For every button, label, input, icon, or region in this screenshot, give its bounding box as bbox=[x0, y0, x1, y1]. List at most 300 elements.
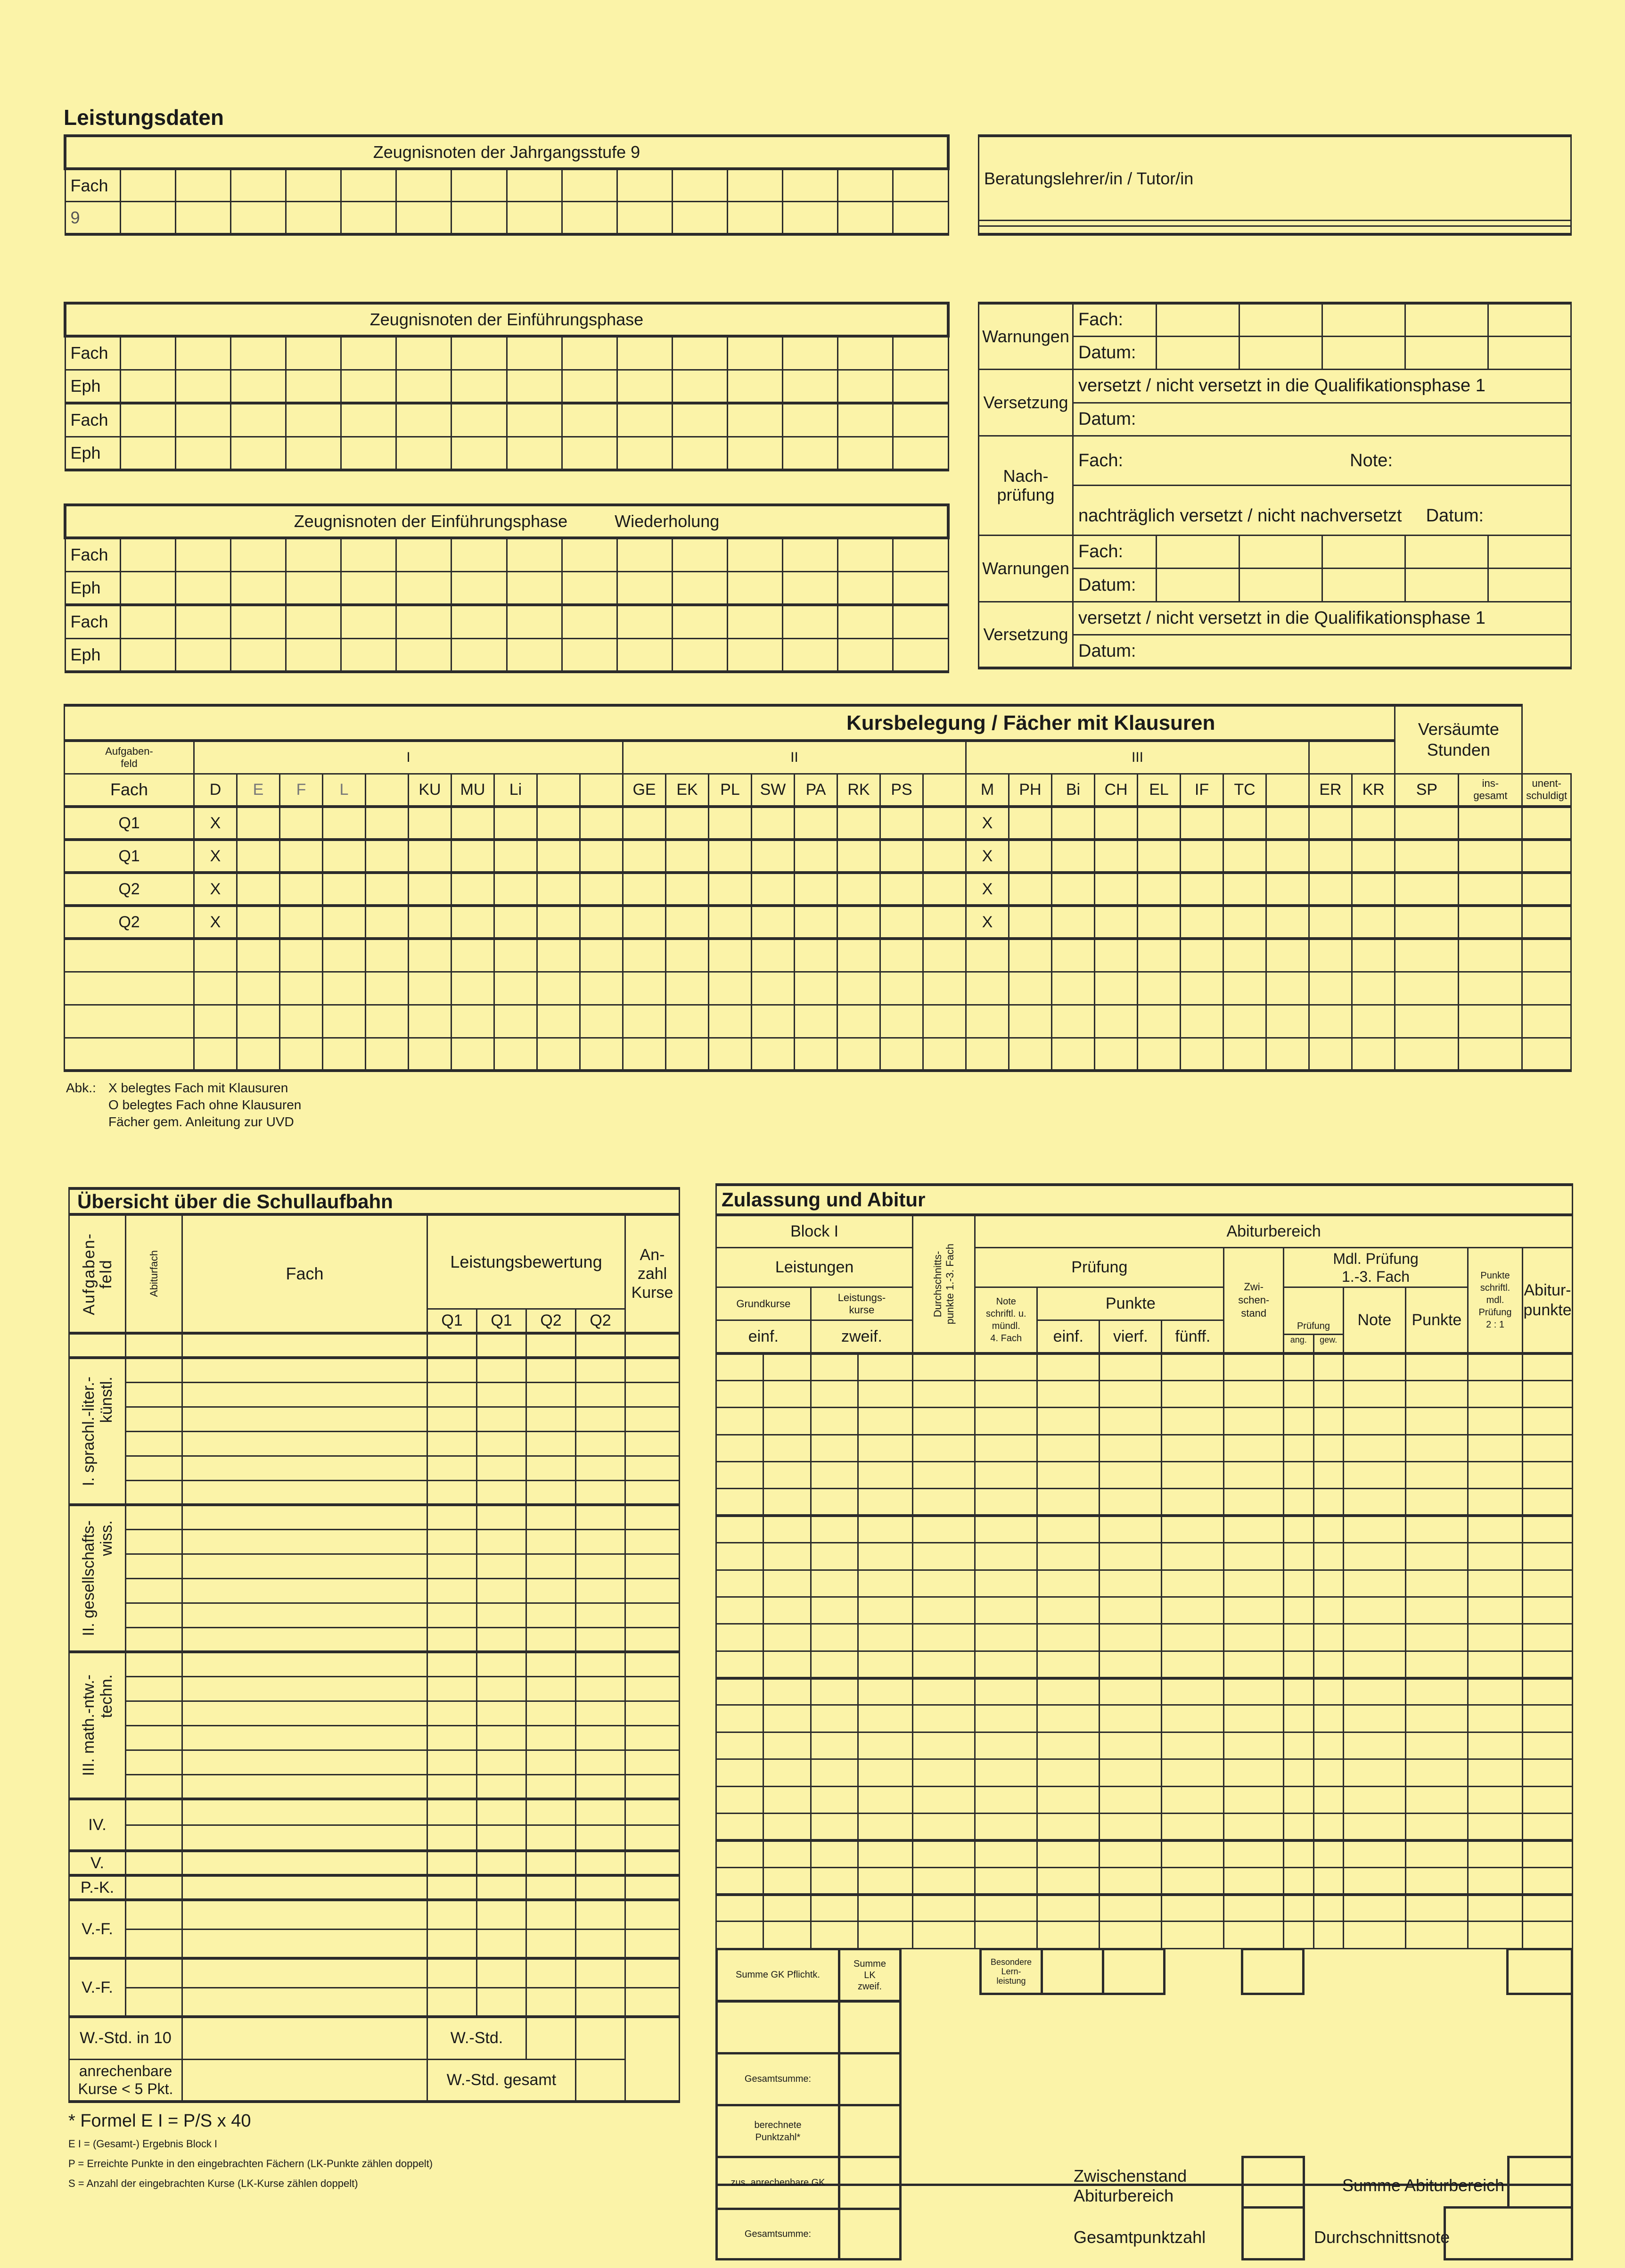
grade-cell[interactable] bbox=[893, 638, 948, 672]
abitur-grid-cell[interactable] bbox=[1313, 1462, 1343, 1489]
grade-cell[interactable] bbox=[562, 605, 617, 638]
absence-total-cell[interactable] bbox=[1459, 906, 1522, 939]
course-entry-cell[interactable] bbox=[427, 1875, 477, 1900]
abitur-grid-cell[interactable] bbox=[811, 1705, 858, 1732]
abitur-grid-cell[interactable] bbox=[1162, 1895, 1224, 1922]
abitur-grid-cell[interactable] bbox=[716, 1570, 763, 1597]
course-cell[interactable] bbox=[280, 972, 323, 1005]
course-entry-cell[interactable] bbox=[526, 1407, 576, 1431]
course-cell[interactable] bbox=[837, 906, 880, 939]
course-cell[interactable] bbox=[709, 807, 752, 840]
abitur-grid-cell[interactable] bbox=[858, 1489, 913, 1516]
abitur-grid-cell[interactable] bbox=[811, 1624, 858, 1651]
course-cell[interactable] bbox=[1009, 840, 1052, 873]
course-entry-cell[interactable] bbox=[625, 1554, 680, 1578]
abitur-grid-cell[interactable] bbox=[858, 1895, 913, 1922]
course-cell[interactable] bbox=[837, 1005, 880, 1038]
grade-cell[interactable] bbox=[838, 538, 893, 571]
course-cell[interactable] bbox=[1095, 1005, 1138, 1038]
course-cell[interactable] bbox=[795, 873, 837, 906]
abitur-grid-cell[interactable] bbox=[1523, 1651, 1573, 1678]
course-entry-cell[interactable] bbox=[427, 1774, 477, 1799]
course-entry-cell[interactable] bbox=[427, 1652, 477, 1676]
course-entry-cell[interactable] bbox=[182, 1900, 427, 1929]
course-entry-cell[interactable] bbox=[526, 1431, 576, 1456]
abitur-grid-cell[interactable] bbox=[1100, 1895, 1162, 1922]
grade-cell[interactable] bbox=[617, 336, 672, 370]
abitur-grid-cell[interactable] bbox=[1224, 1732, 1284, 1759]
abitur-grid-cell[interactable] bbox=[858, 1867, 913, 1894]
course-cell[interactable] bbox=[1095, 939, 1138, 972]
grade-cell[interactable] bbox=[893, 169, 948, 202]
course-entry-cell[interactable] bbox=[477, 1578, 526, 1603]
abitur-grid-cell[interactable] bbox=[1037, 1624, 1100, 1651]
course-cell[interactable] bbox=[366, 1038, 409, 1071]
course-cell[interactable] bbox=[880, 1038, 923, 1071]
course-cell[interactable] bbox=[1181, 972, 1223, 1005]
course-cell[interactable] bbox=[1352, 807, 1395, 840]
course-entry-cell[interactable] bbox=[126, 1578, 182, 1603]
grade-cell[interactable] bbox=[286, 538, 341, 571]
course-cell[interactable] bbox=[1309, 840, 1352, 873]
abitur-grid-cell[interactable] bbox=[975, 1759, 1037, 1786]
abitur-grid-cell[interactable] bbox=[975, 1408, 1037, 1435]
course-entry-cell[interactable] bbox=[576, 1825, 625, 1851]
course-cell[interactable] bbox=[280, 939, 323, 972]
course-entry-cell[interactable] bbox=[427, 1725, 477, 1750]
course-entry-cell[interactable] bbox=[126, 1603, 182, 1627]
course-cell[interactable]: X bbox=[966, 840, 1009, 873]
abitur-grid-cell[interactable] bbox=[1405, 1895, 1468, 1922]
course-cell[interactable] bbox=[1309, 906, 1352, 939]
absence-unexcused-cell[interactable] bbox=[1522, 840, 1571, 873]
course-entry-cell[interactable] bbox=[182, 1505, 427, 1529]
grade-cell[interactable] bbox=[396, 169, 451, 202]
course-cell[interactable] bbox=[1181, 906, 1223, 939]
course-cell[interactable] bbox=[1309, 1038, 1352, 1071]
anrechenbare-value[interactable] bbox=[182, 2059, 427, 2102]
course-entry-cell[interactable] bbox=[427, 1851, 477, 1875]
abitur-grid-cell[interactable] bbox=[1313, 1543, 1343, 1570]
abitur-grid-cell[interactable] bbox=[716, 1624, 763, 1651]
abitur-grid-cell[interactable] bbox=[913, 1462, 975, 1489]
warnung-fach-cell[interactable] bbox=[1405, 303, 1488, 336]
course-cell[interactable] bbox=[537, 1005, 580, 1038]
grade-cell[interactable] bbox=[341, 437, 396, 470]
abitur-grid-cell[interactable] bbox=[858, 1516, 913, 1542]
abitur-grid-cell[interactable] bbox=[1284, 1435, 1313, 1461]
warnung2-datum-cell[interactable] bbox=[1157, 569, 1239, 602]
course-entry-cell[interactable] bbox=[477, 1929, 526, 1958]
course-cell[interactable] bbox=[1181, 807, 1223, 840]
grade-cell[interactable] bbox=[783, 571, 838, 605]
grade-cell[interactable] bbox=[562, 370, 617, 403]
abitur-grid-cell[interactable] bbox=[1405, 1462, 1468, 1489]
course-cell[interactable] bbox=[666, 873, 709, 906]
abitur-grid-cell[interactable] bbox=[1343, 1353, 1405, 1380]
abitur-grid-cell[interactable] bbox=[1100, 1624, 1162, 1651]
abitur-grid-cell[interactable] bbox=[1405, 1732, 1468, 1759]
abitur-grid-cell[interactable] bbox=[1100, 1380, 1162, 1407]
abitur-grid-cell[interactable] bbox=[763, 1543, 811, 1570]
course-entry-cell[interactable] bbox=[427, 1480, 477, 1505]
abitur-grid-cell[interactable] bbox=[1037, 1462, 1100, 1489]
grade-cell[interactable] bbox=[507, 370, 562, 403]
grade-cell[interactable] bbox=[672, 605, 727, 638]
course-entry-cell[interactable] bbox=[126, 1554, 182, 1578]
grade-cell[interactable] bbox=[175, 169, 230, 202]
blank-cell[interactable] bbox=[182, 1333, 427, 1358]
abitur-grid-cell[interactable] bbox=[913, 1435, 975, 1461]
grade-cell[interactable] bbox=[783, 336, 838, 370]
course-entry-cell[interactable] bbox=[625, 1456, 680, 1480]
abitur-grid-cell[interactable] bbox=[1162, 1435, 1224, 1461]
course-cell[interactable] bbox=[494, 807, 537, 840]
abitur-grid-cell[interactable] bbox=[913, 1489, 975, 1516]
abitur-grid-cell[interactable] bbox=[1162, 1462, 1224, 1489]
abitur-grid-cell[interactable] bbox=[1224, 1462, 1284, 1489]
course-cell[interactable] bbox=[1223, 807, 1266, 840]
course-entry-cell[interactable] bbox=[526, 1456, 576, 1480]
course-cell[interactable] bbox=[1052, 1038, 1095, 1071]
course-cell[interactable] bbox=[323, 1005, 366, 1038]
abitur-grid-cell[interactable] bbox=[858, 1651, 913, 1678]
grade-cell[interactable] bbox=[672, 538, 727, 571]
course-cell[interactable] bbox=[1266, 939, 1309, 972]
course-cell[interactable] bbox=[1266, 840, 1309, 873]
course-cell[interactable] bbox=[880, 906, 923, 939]
course-cell[interactable] bbox=[923, 906, 966, 939]
abitur-grid-cell[interactable] bbox=[811, 1651, 858, 1678]
abitur-grid-cell[interactable] bbox=[858, 1543, 913, 1570]
abiturpunkte-box[interactable] bbox=[1506, 1948, 1573, 1995]
abitur-grid-cell[interactable] bbox=[1523, 1462, 1573, 1489]
abitur-grid-cell[interactable] bbox=[811, 1813, 858, 1840]
course-entry-cell[interactable] bbox=[427, 1929, 477, 1958]
abitur-grid-cell[interactable] bbox=[1037, 1380, 1100, 1407]
course-cell[interactable]: X bbox=[194, 906, 237, 939]
course-entry-cell[interactable] bbox=[526, 1480, 576, 1505]
course-cell[interactable]: X bbox=[966, 873, 1009, 906]
abitur-grid-cell[interactable] bbox=[975, 1786, 1037, 1813]
course-cell[interactable] bbox=[451, 972, 494, 1005]
course-cell[interactable] bbox=[580, 1005, 623, 1038]
abitur-grid-cell[interactable] bbox=[811, 1867, 858, 1894]
course-entry-cell[interactable] bbox=[576, 1505, 625, 1529]
abitur-grid-cell[interactable] bbox=[1313, 1705, 1343, 1732]
course-entry-cell[interactable] bbox=[182, 1554, 427, 1578]
abitur-grid-cell[interactable] bbox=[1523, 1867, 1573, 1894]
abitur-grid-cell[interactable] bbox=[763, 1489, 811, 1516]
course-entry-cell[interactable] bbox=[625, 1480, 680, 1505]
course-cell[interactable] bbox=[280, 840, 323, 873]
course-entry-cell[interactable] bbox=[526, 1603, 576, 1627]
abitur-grid-cell[interactable] bbox=[1405, 1624, 1468, 1651]
course-cell[interactable] bbox=[795, 939, 837, 972]
course-cell[interactable] bbox=[1009, 873, 1052, 906]
grade-cell[interactable] bbox=[341, 638, 396, 672]
course-entry-cell[interactable] bbox=[625, 1505, 680, 1529]
grade-cell[interactable] bbox=[230, 370, 286, 403]
abitur-grid-cell[interactable] bbox=[858, 1813, 913, 1840]
course-entry-cell[interactable] bbox=[576, 1750, 625, 1774]
abitur-grid-cell[interactable] bbox=[716, 1543, 763, 1570]
course-entry-cell[interactable] bbox=[625, 1358, 680, 1382]
grade-cell[interactable] bbox=[396, 571, 451, 605]
course-cell[interactable] bbox=[1266, 873, 1309, 906]
abitur-grid-cell[interactable] bbox=[763, 1408, 811, 1435]
abitur-grid-cell[interactable] bbox=[1284, 1813, 1313, 1840]
course-cell[interactable] bbox=[1009, 972, 1052, 1005]
course-cell[interactable] bbox=[1009, 939, 1052, 972]
abitur-grid-cell[interactable] bbox=[763, 1380, 811, 1407]
grade-cell[interactable] bbox=[230, 336, 286, 370]
course-cell[interactable] bbox=[1352, 1038, 1395, 1071]
grade-cell[interactable] bbox=[286, 202, 341, 235]
course-cell[interactable] bbox=[1309, 972, 1352, 1005]
grade-cell[interactable] bbox=[230, 202, 286, 235]
course-cell[interactable] bbox=[1095, 873, 1138, 906]
abitur-grid-cell[interactable] bbox=[1405, 1380, 1468, 1407]
abitur-grid-cell[interactable] bbox=[1224, 1678, 1284, 1705]
abitur-grid-cell[interactable] bbox=[975, 1651, 1037, 1678]
grade-cell[interactable] bbox=[728, 538, 783, 571]
grade-cell[interactable] bbox=[286, 605, 341, 638]
grade-cell[interactable] bbox=[783, 403, 838, 437]
grade-cell[interactable] bbox=[507, 336, 562, 370]
grade-cell[interactable] bbox=[230, 638, 286, 672]
grade-cell[interactable] bbox=[230, 605, 286, 638]
abitur-grid-cell[interactable] bbox=[975, 1462, 1037, 1489]
grade-cell[interactable] bbox=[562, 538, 617, 571]
grade-cell[interactable] bbox=[893, 403, 948, 437]
course-cell[interactable]: X bbox=[194, 840, 237, 873]
abitur-grid-cell[interactable] bbox=[1284, 1570, 1313, 1597]
abitur-grid-cell[interactable] bbox=[858, 1678, 913, 1705]
course-entry-cell[interactable] bbox=[477, 1774, 526, 1799]
absence-total-cell[interactable] bbox=[1459, 1038, 1522, 1071]
abitur-grid-cell[interactable] bbox=[1405, 1516, 1468, 1542]
abitur-grid-cell[interactable] bbox=[811, 1353, 858, 1380]
course-cell[interactable] bbox=[1052, 939, 1095, 972]
course-cell[interactable] bbox=[280, 807, 323, 840]
abitur-grid-cell[interactable] bbox=[1284, 1895, 1313, 1922]
course-cell[interactable] bbox=[709, 873, 752, 906]
course-entry-cell[interactable] bbox=[126, 1480, 182, 1505]
abitur-grid-cell[interactable] bbox=[1405, 1759, 1468, 1786]
grade-cell[interactable] bbox=[341, 370, 396, 403]
summe-lk-value[interactable] bbox=[838, 2000, 902, 2054]
abitur-grid-cell[interactable] bbox=[913, 1678, 975, 1705]
abitur-grid-cell[interactable] bbox=[1405, 1570, 1468, 1597]
course-entry-cell[interactable] bbox=[526, 1929, 576, 1958]
grade-cell[interactable] bbox=[507, 202, 562, 235]
course-entry-cell[interactable] bbox=[526, 1799, 576, 1825]
course-cell[interactable] bbox=[1181, 939, 1223, 972]
abitur-grid-cell[interactable] bbox=[716, 1462, 763, 1489]
abitur-grid-cell[interactable] bbox=[1100, 1732, 1162, 1759]
course-entry-cell[interactable] bbox=[182, 1480, 427, 1505]
grade-cell[interactable] bbox=[562, 571, 617, 605]
abitur-grid-cell[interactable] bbox=[1224, 1489, 1284, 1516]
abitur-grid-cell[interactable] bbox=[1037, 1516, 1100, 1542]
course-cell[interactable] bbox=[709, 972, 752, 1005]
abitur-grid-cell[interactable] bbox=[1037, 1543, 1100, 1570]
course-cell[interactable] bbox=[580, 906, 623, 939]
abitur-grid-cell[interactable] bbox=[1100, 1813, 1162, 1840]
grade-cell[interactable] bbox=[562, 638, 617, 672]
course-cell[interactable] bbox=[837, 873, 880, 906]
berechnete-value[interactable] bbox=[838, 2104, 902, 2158]
abitur-grid-cell[interactable] bbox=[1037, 1597, 1100, 1624]
grade-cell[interactable] bbox=[783, 169, 838, 202]
grade-cell[interactable] bbox=[396, 336, 451, 370]
course-cell[interactable] bbox=[880, 807, 923, 840]
abitur-grid-cell[interactable] bbox=[1468, 1570, 1522, 1597]
abitur-grid-cell[interactable] bbox=[1162, 1705, 1224, 1732]
course-cell[interactable] bbox=[323, 807, 366, 840]
grade-cell[interactable] bbox=[838, 336, 893, 370]
course-cell[interactable] bbox=[837, 1038, 880, 1071]
abitur-grid-cell[interactable] bbox=[1284, 1624, 1313, 1651]
abitur-grid-cell[interactable] bbox=[1162, 1786, 1224, 1813]
abitur-grid-cell[interactable] bbox=[1468, 1759, 1522, 1786]
abitur-grid-cell[interactable] bbox=[1284, 1380, 1313, 1407]
abitur-grid-cell[interactable] bbox=[1162, 1759, 1224, 1786]
grade-cell[interactable] bbox=[838, 437, 893, 470]
course-cell[interactable] bbox=[237, 840, 280, 873]
grade-cell[interactable] bbox=[451, 403, 507, 437]
warnung-datum-cell[interactable] bbox=[1239, 336, 1322, 369]
grade-cell[interactable] bbox=[728, 571, 783, 605]
grade-cell[interactable] bbox=[783, 538, 838, 571]
abitur-grid-cell[interactable] bbox=[1523, 1570, 1573, 1597]
course-cell[interactable] bbox=[451, 873, 494, 906]
warnung-fach-cell[interactable] bbox=[1488, 303, 1571, 336]
course-cell[interactable] bbox=[409, 972, 451, 1005]
grade-cell[interactable] bbox=[507, 403, 562, 437]
course-cell[interactable] bbox=[1138, 807, 1181, 840]
abitur-grid-cell[interactable] bbox=[1405, 1922, 1468, 1949]
abitur-grid-cell[interactable] bbox=[716, 1922, 763, 1949]
abitur-grid-cell[interactable] bbox=[1037, 1813, 1100, 1840]
course-entry-cell[interactable] bbox=[182, 1750, 427, 1774]
abitur-grid-cell[interactable] bbox=[1468, 1840, 1522, 1867]
abitur-grid-cell[interactable] bbox=[975, 1840, 1037, 1867]
abitur-grid-cell[interactable] bbox=[1405, 1597, 1468, 1624]
abitur-grid-cell[interactable] bbox=[1162, 1353, 1224, 1380]
course-cell[interactable] bbox=[837, 939, 880, 972]
course-cell[interactable] bbox=[323, 1038, 366, 1071]
course-cell[interactable] bbox=[451, 840, 494, 873]
course-entry-cell[interactable] bbox=[526, 1774, 576, 1799]
abitur-grid-cell[interactable] bbox=[716, 1786, 763, 1813]
course-cell[interactable] bbox=[709, 906, 752, 939]
abitur-grid-cell[interactable] bbox=[1162, 1678, 1224, 1705]
course-cell[interactable] bbox=[1009, 1038, 1052, 1071]
grade-cell[interactable] bbox=[893, 571, 948, 605]
course-cell[interactable] bbox=[323, 873, 366, 906]
grade-cell[interactable] bbox=[672, 169, 727, 202]
abitur-grid-cell[interactable] bbox=[1224, 1570, 1284, 1597]
course-entry-cell[interactable] bbox=[126, 1701, 182, 1725]
warnung2-datum-cell[interactable] bbox=[1405, 569, 1488, 602]
course-cell[interactable] bbox=[280, 1005, 323, 1038]
abitur-grid-cell[interactable] bbox=[811, 1840, 858, 1867]
course-cell[interactable] bbox=[1352, 939, 1395, 972]
abitur-grid-cell[interactable] bbox=[913, 1759, 975, 1786]
abitur-grid-cell[interactable] bbox=[975, 1867, 1037, 1894]
abitur-grid-cell[interactable] bbox=[1343, 1867, 1405, 1894]
abitur-grid-cell[interactable] bbox=[763, 1895, 811, 1922]
course-cell[interactable] bbox=[966, 1005, 1009, 1038]
grade-cell[interactable] bbox=[120, 202, 175, 235]
grade-cell[interactable] bbox=[728, 169, 783, 202]
abitur-grid-cell[interactable] bbox=[1405, 1543, 1468, 1570]
abitur-grid-cell[interactable] bbox=[858, 1380, 913, 1407]
grade-cell[interactable] bbox=[672, 571, 727, 605]
abitur-grid-cell[interactable] bbox=[1224, 1597, 1284, 1624]
abitur-grid-cell[interactable] bbox=[1224, 1840, 1284, 1867]
abitur-grid-cell[interactable] bbox=[1037, 1840, 1100, 1867]
course-cell[interactable] bbox=[1223, 906, 1266, 939]
abitur-grid-cell[interactable] bbox=[1100, 1462, 1162, 1489]
abitur-grid-cell[interactable] bbox=[913, 1624, 975, 1651]
grade-cell[interactable] bbox=[728, 605, 783, 638]
course-cell[interactable] bbox=[1266, 906, 1309, 939]
course-cell[interactable] bbox=[409, 1005, 451, 1038]
course-entry-cell[interactable] bbox=[526, 1652, 576, 1676]
abitur-grid-cell[interactable] bbox=[975, 1705, 1037, 1732]
abitur-grid-cell[interactable] bbox=[1468, 1678, 1522, 1705]
course-entry-cell[interactable] bbox=[427, 1825, 477, 1851]
abitur-grid-cell[interactable] bbox=[1284, 1489, 1313, 1516]
course-cell[interactable] bbox=[580, 939, 623, 972]
course-cell[interactable] bbox=[666, 906, 709, 939]
course-cell[interactable] bbox=[1181, 1038, 1223, 1071]
abitur-grid-cell[interactable] bbox=[1313, 1570, 1343, 1597]
course-cell[interactable] bbox=[366, 939, 409, 972]
grade-cell[interactable] bbox=[230, 403, 286, 437]
absence-unexcused-cell[interactable] bbox=[1522, 807, 1571, 840]
abitur-grid-cell[interactable] bbox=[1468, 1651, 1522, 1678]
blank-cell[interactable] bbox=[625, 1333, 680, 1358]
abitur-grid-cell[interactable] bbox=[1313, 1786, 1343, 1813]
abitur-grid-cell[interactable] bbox=[975, 1570, 1037, 1597]
abitur-grid-cell[interactable] bbox=[1313, 1651, 1343, 1678]
abitur-grid-cell[interactable] bbox=[1468, 1867, 1522, 1894]
abitur-grid-cell[interactable] bbox=[1343, 1489, 1405, 1516]
grade-cell[interactable] bbox=[783, 370, 838, 403]
blank-cell[interactable] bbox=[427, 1333, 477, 1358]
abitur-grid-cell[interactable] bbox=[1037, 1705, 1100, 1732]
grade-cell[interactable] bbox=[175, 538, 230, 571]
grade-cell[interactable] bbox=[175, 403, 230, 437]
abitur-grid-cell[interactable] bbox=[1313, 1922, 1343, 1949]
abitur-grid-cell[interactable] bbox=[858, 1408, 913, 1435]
abitur-grid-cell[interactable] bbox=[1523, 1705, 1573, 1732]
course-cell[interactable] bbox=[1052, 840, 1095, 873]
abitur-grid-cell[interactable] bbox=[811, 1516, 858, 1542]
grade-cell[interactable] bbox=[617, 202, 672, 235]
course-cell[interactable] bbox=[1309, 873, 1352, 906]
grade-cell[interactable] bbox=[396, 638, 451, 672]
course-cell[interactable] bbox=[280, 1038, 323, 1071]
course-entry-cell[interactable] bbox=[576, 1799, 625, 1825]
course-entry-cell[interactable] bbox=[625, 1407, 680, 1431]
abitur-grid-cell[interactable] bbox=[1162, 1867, 1224, 1894]
grade-cell[interactable] bbox=[672, 403, 727, 437]
